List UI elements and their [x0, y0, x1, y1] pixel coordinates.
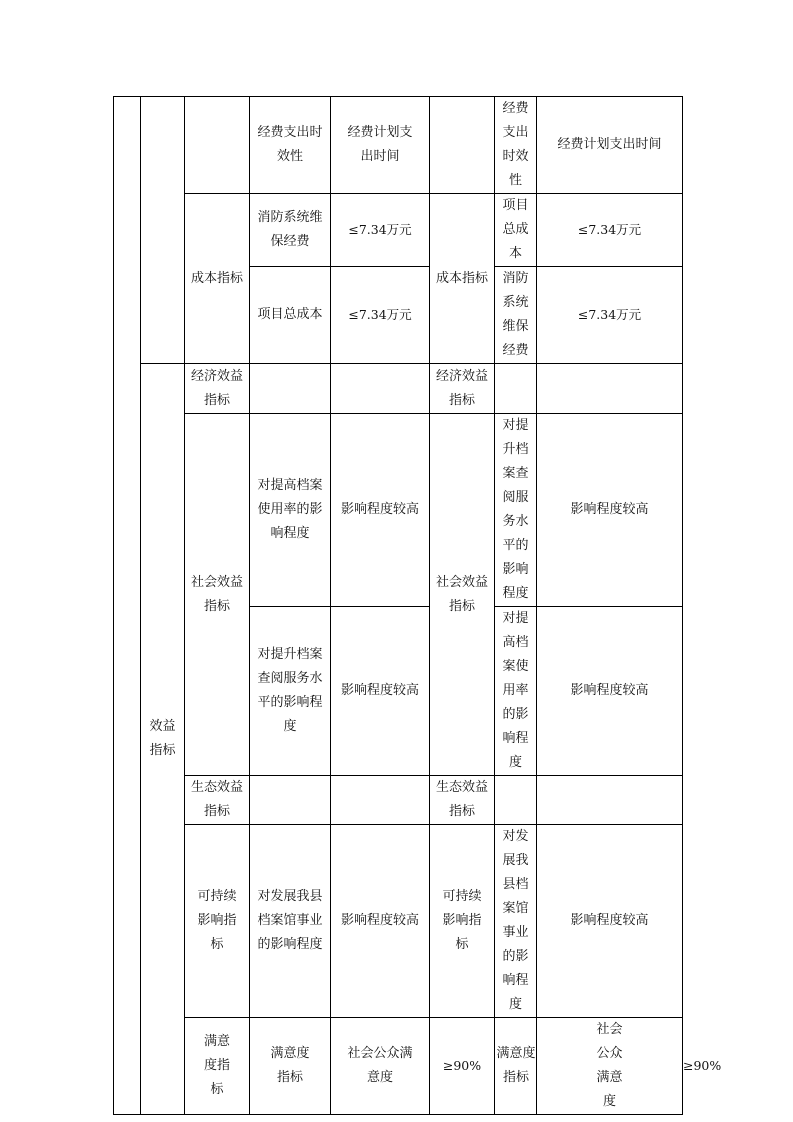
blank-cell	[537, 364, 683, 414]
category-cell: 成本指标	[185, 194, 250, 364]
sub-indicator-cell: 对提升档案查阅服务水平的影响程度	[495, 414, 537, 607]
category-cell: 可持续影响指标	[185, 825, 250, 1018]
sub-indicator-cell: 消防系统维保经费	[250, 194, 331, 267]
category-cell: 经济效益指标	[185, 364, 250, 414]
blank-cell	[331, 776, 430, 825]
sub-indicator-cell: 项目总成本	[250, 267, 331, 364]
benefit-label-cell: 效益指标	[141, 364, 185, 1115]
sub-indicator-cell: 经费支出时效性	[250, 97, 331, 194]
category-cell: 生态效益指标	[430, 776, 495, 825]
table-row: 满意度指标 满意度指标 社会公众满意度 ≥90% 满意度指标 社会公众满意度 ≥90%	[114, 1018, 683, 1115]
table-row	[114, 414, 683, 607]
value-cell: 影响程度较高	[537, 414, 683, 607]
value-cell: 经费计划支出时间	[331, 97, 430, 194]
sub-indicator-cell: 对提升档案查阅服务水平的影响程度	[250, 607, 331, 776]
blank-cell	[250, 364, 331, 414]
category-cell: 成本指标	[430, 194, 495, 364]
sub-indicator-cell: 对提高档案使用率的影响程度	[495, 607, 537, 776]
value-cell: ≤7.34万元	[331, 194, 430, 267]
category-cell: 社会效益指标	[185, 414, 250, 776]
category-cell: 可持续影响指标	[430, 825, 495, 1018]
sub-indicator-cell: 项目总成本	[495, 194, 537, 267]
value-cell: ≤7.34万元	[537, 194, 683, 267]
outer-blank-cell	[114, 97, 141, 1115]
category-cell: 满意度指标	[495, 1018, 537, 1115]
table-row	[114, 194, 683, 267]
blank-cell	[495, 776, 537, 825]
table-row	[114, 776, 683, 825]
category-cell: 满意度指标	[250, 1018, 331, 1115]
value-cell: ≤7.34万元	[331, 267, 430, 364]
table-row	[114, 364, 683, 414]
value-cell: 影响程度较高	[537, 607, 683, 776]
value-cell: 影响程度较高	[331, 825, 430, 1018]
value-cell: 影响程度较高	[537, 825, 683, 1018]
sub-indicator-cell: 经费支出时效性	[495, 97, 537, 194]
value-cell: 影响程度较高	[331, 607, 430, 776]
blank-cell	[141, 97, 185, 364]
value-cell: ≥90%	[430, 1018, 495, 1115]
performance-indicator-table	[113, 96, 722, 1115]
blank-cell	[537, 776, 683, 825]
sub-indicator-cell: 对发展我县档案馆事业的影响程度	[250, 825, 331, 1018]
blank-cell	[250, 776, 331, 825]
sub-indicator-cell: 社会公众满意度	[537, 1018, 683, 1115]
category-cell: 社会效益指标	[430, 414, 495, 776]
blank-cell	[185, 97, 250, 194]
sub-indicator-cell: 对提高档案使用率的影响程度	[250, 414, 331, 607]
blank-cell	[331, 364, 430, 414]
blank-cell	[430, 97, 495, 194]
sub-indicator-cell: 对发展我县档案馆事业的影响程度	[495, 825, 537, 1018]
sub-indicator-cell: 消防系统维保经费	[495, 267, 537, 364]
value-cell: ≤7.34万元	[537, 267, 683, 364]
category-cell: 经济效益指标	[430, 364, 495, 414]
satisfaction-label-cell: 满意度指标	[185, 1018, 250, 1115]
sub-indicator-cell: 社会公众满意度	[331, 1018, 430, 1115]
table-row	[114, 825, 683, 1018]
value-cell: 影响程度较高	[331, 414, 430, 607]
value-cell: 经费计划支出时间	[537, 97, 683, 194]
blank-cell	[495, 364, 537, 414]
table-row	[114, 97, 683, 194]
category-cell: 生态效益指标	[185, 776, 250, 825]
